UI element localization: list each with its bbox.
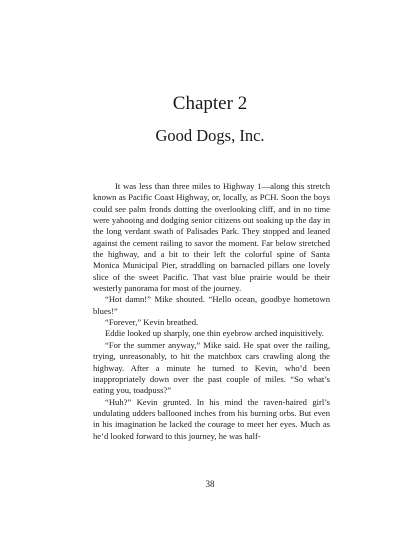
chapter-title: Chapter 2 xyxy=(172,93,248,114)
paragraph: It was less than three miles to Highway 1—along this stretch known as Pacific Coast Highway, or, locally, as PCH. Soon the boys could see palm fronds dotting the overlooking cliff, and in no time were yahooing and dodging senior citizens out soaking up the day in the long verdant swath of Palisades Park. They stopped and leaned against the cement railing to savor the moment. Far below stretched the highway, and a bit to their left the colorful spine of Santa Monica Municipal Pier, straddling on barnacled pillars one lovely slice of the sweet Pacific. That vast blue prairie would be their westerly panorama for most of the journey. xyxy=(93,181,330,294)
paragraph: “For the summer anyway,” Mike said. He spat over the railing, trying, unreasonably, to hit the matchbox cars crawling along the highway. After a minute he turned to Kevin, who’d been inappropriately down over the past couple of miles. “So what’s eating you, toadpuss?” xyxy=(93,339,330,396)
paragraph: “Forever,” Kevin breathed. xyxy=(105,317,199,328)
page-number: 38 xyxy=(205,479,215,489)
chapter-subtitle: Good Dogs, Inc. xyxy=(155,126,265,145)
paragraph: “Huh?” Kevin grunted. In his mind the raven-haired girl’s undulating udders ballooned inches from his burning orbs. But even in his imagination he lacked the courage to meet her eyes. Much as he’d looked forward to this journey, he was half- xyxy=(93,396,330,441)
paragraph: “Hot damn!” Mike shouted. “Hello ocean, goodbye hometown blues!” xyxy=(93,294,330,316)
chapter-body xyxy=(93,181,330,442)
paragraph: Eddie looked up sharply, one thin eyebrow arched inquisitively. xyxy=(105,328,324,339)
